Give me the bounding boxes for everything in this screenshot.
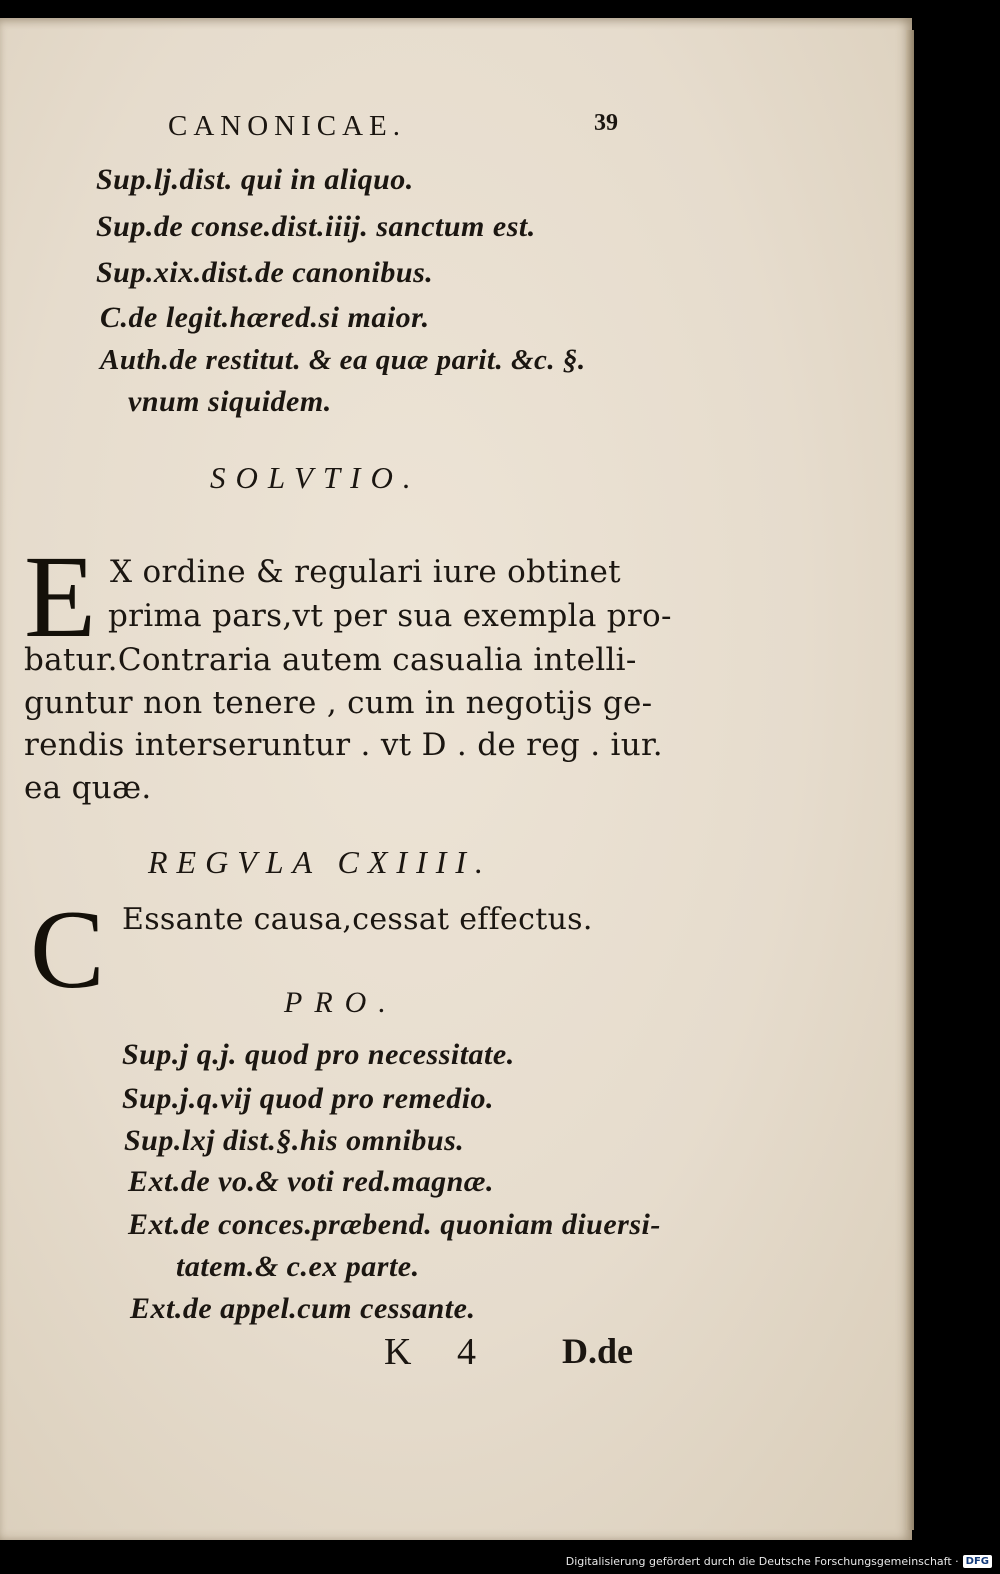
regula-heading: REGVLA CXIIII. (148, 844, 493, 880)
folio-number: 39 (594, 110, 618, 136)
citation-line: vnum siquidem. (128, 385, 332, 418)
page-edge-shadow (906, 30, 914, 1530)
signature-mark: K 4 (384, 1331, 494, 1373)
solutio-line: guntur non tenere , cum in negotijs ge- (24, 685, 653, 721)
citation-line: C.de legit.hæred.si maior. (100, 301, 430, 334)
citation-line: Auth.de restitut. & ea quæ parit. &c. §. (100, 344, 586, 376)
citation-line: Sup.xix.dist.de canonibus. (96, 256, 434, 289)
solutio-line: ea quæ. (24, 770, 152, 806)
citation-line: Sup.de conse.dist.iiij. sanctum est. (96, 210, 536, 243)
catchword: D.de (562, 1331, 633, 1371)
book-page (0, 18, 912, 1540)
citation-line: Sup.lj.dist. qui in aliquo. (96, 163, 414, 196)
citation-line: tatem.& c.ex parte. (176, 1250, 420, 1283)
solutio-drop-cap: E (24, 531, 97, 662)
solutio-line: batur.Contraria autem casualia intelli- (24, 642, 637, 678)
pro-heading: PRO. (284, 986, 398, 1019)
dfg-logo: DFG (963, 1555, 992, 1568)
solutio-heading: SOLVTIO. (210, 460, 421, 495)
citation-line: Ext.de appel.cum cessante. (130, 1292, 476, 1325)
funding-text: Digitalisierung gefördert durch die Deutsche Forschungsgemeinschaft · (565, 1555, 959, 1568)
solutio-line: prima pars,vt per sua exempla pro- (108, 598, 672, 634)
citation-line: Sup.j q.j. quod pro necessitate. (122, 1038, 515, 1071)
running-head-title: CANONICAE. (168, 110, 407, 142)
citation-line: Ext.de conces.præbend. quoniam diuersi- (128, 1208, 661, 1241)
solutio-line: X ordine & regulari iure obtinet (110, 554, 621, 590)
regula-text: Essante causa,cessat effectus. (122, 902, 593, 937)
citation-line: Sup.j.q.vij quod pro remedio. (122, 1082, 495, 1115)
funding-footer (566, 1555, 992, 1568)
solutio-line: rendis interseruntur . vt D . de reg . iur. (24, 727, 663, 763)
regula-drop-cap: C (30, 888, 105, 1012)
citation-line: Sup.lxj dist.§.his omnibus. (124, 1124, 465, 1157)
citation-line: Ext.de vo.& voti red.magnæ. (128, 1165, 494, 1198)
